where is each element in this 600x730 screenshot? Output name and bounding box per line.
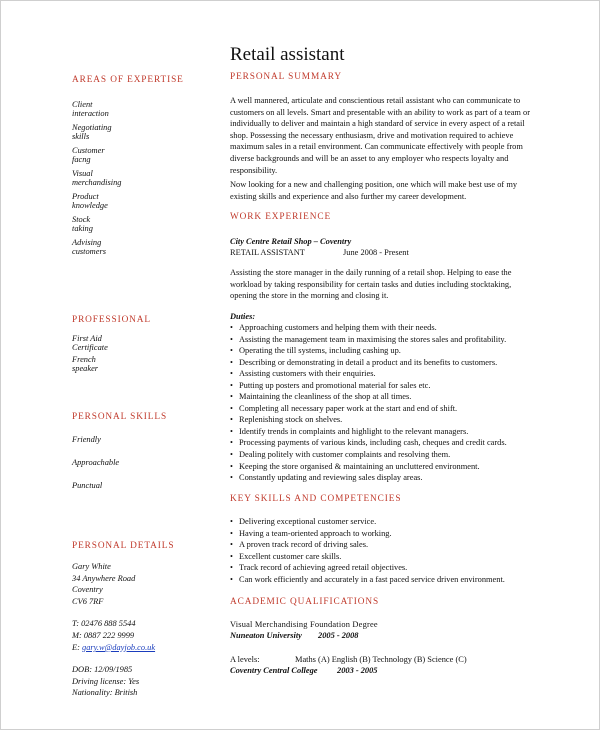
professional-item: First Aid Certificate (72, 334, 108, 352)
duty-item: • Constantly updating and reviewing sales display areas. (230, 472, 507, 484)
duties-list (230, 322, 507, 484)
email-row (72, 642, 155, 654)
college-name: Coventry Central College (230, 666, 318, 675)
phone-number: T: 02476 888 5544 (72, 619, 136, 629)
mobile-number: M: 0887 222 9999 (72, 630, 135, 640)
expertise-item: Product knowledge (72, 192, 108, 210)
professional-item: French speaker (72, 355, 99, 373)
address-line: 34 Anywhere Road (72, 573, 136, 583)
expertise-item: Client interaction (72, 100, 109, 118)
address-postcode: CV6 7RF (72, 596, 104, 606)
address-city: Coventry (72, 585, 103, 595)
key-skills-heading: KEY SKILLS AND COMPETENCIES (230, 494, 402, 504)
academic-heading: ACADEMIC QUALIFICATIONS (230, 597, 380, 607)
university-years: 2005 - 2008 (318, 631, 359, 640)
personal-skill-item: Punctual (72, 481, 103, 490)
alevels-grades: Maths (A) English (B) Technology (B) Science (C) (295, 655, 467, 664)
email-link[interactable]: gary.w@dayjob.co.uk (82, 642, 156, 652)
expertise-heading: AREAS OF EXPERTISE (72, 75, 184, 85)
work-experience-heading: WORK EXPERIENCE (230, 212, 332, 222)
degree-name: Visual Merchandising Foundation Degree (230, 620, 378, 629)
professional-heading: PROFESSIONAL (72, 315, 151, 325)
key-skill-item: • A proven track record of driving sales. (230, 539, 505, 551)
alevels-label: A levels: (230, 655, 260, 664)
college-years: 2003 - 2005 (337, 666, 378, 675)
personal-skill-item: Friendly (72, 435, 101, 444)
personal-details (72, 561, 155, 699)
expertise-item: Visual merchandising (72, 169, 122, 187)
key-skill-item: • Track record of achieving agreed retail objectives. (230, 562, 505, 574)
expertise-item: Negotiating skills (72, 123, 112, 141)
expertise-item: Customer facng (72, 146, 105, 164)
duty-item: • Assisting the management team in maximising the stores sales and profitability. (230, 334, 507, 346)
job-dates: June 2008 - Present (343, 248, 409, 257)
duty-item: • Keeping the store organised & maintaining an uncluttered environment. (230, 461, 507, 473)
summary-heading: PERSONAL SUMMARY (230, 72, 342, 82)
contact-name: Gary White (72, 562, 111, 571)
personal-skill-item: Approachable (72, 458, 120, 467)
key-skill-item: • Having a team-oriented approach to working. (230, 528, 505, 540)
personal-details-heading: PERSONAL DETAILS (72, 541, 175, 551)
key-skill-item: • Delivering exceptional customer service. (230, 516, 505, 528)
key-skill-item: • Can work efficiently and accurately in a fast paced service driven environment. (230, 574, 505, 586)
duty-item: • Describing or demonstrating in detail a product and its benefits to customers. (230, 357, 507, 369)
duty-item: • Putting up posters and promotional material for sales etc. (230, 380, 507, 392)
duty-item: • Approaching customers and helping them with their needs. (230, 322, 507, 334)
university-name: Nuneaton University (230, 631, 302, 640)
summary-paragraph-2: Now looking for a new and challenging position, one which will make best use of my existing skills and experience and also further my career development. (230, 180, 518, 201)
key-skill-item: • Excellent customer care skills. (230, 551, 505, 563)
job-description: Assisting the store manager in the daily running of a retail shop. Helping to ease the workload by taking responsibility for certain tasks and duties including stocktaking, opening the store in the morning and closing it. (230, 268, 512, 301)
duty-item: • Completing all necessary paper work at the start and end of shift. (230, 403, 507, 415)
nationality: Nationality: British (72, 688, 138, 698)
resume-title: Retail assistant (230, 44, 345, 65)
date-of-birth: DOB: 12/09/1985 (72, 665, 133, 675)
duty-item: • Replenishing stock on shelves. (230, 414, 507, 426)
employer-name: City Centre Retail Shop – Coventry (230, 237, 352, 246)
duty-item: • Processing payments of various kinds, including cash, cheques and credit cards. (230, 437, 507, 449)
driving-license: Driving license: Yes (72, 676, 140, 686)
duty-item: • Operating the till systems, including cashing up. (230, 345, 507, 357)
expertise-item: Stock taking (72, 215, 93, 233)
summary-paragraph: A well mannered, articulate and conscientious retail assistant who can communicate to customers on all levels. Smart and presentable with an ability to work as part of a team or individually to deliver and maintain a high standard of service in every aspect of a retail shop. Possessing the necessary enthusiasm, drive and motivation required to achieve maximum sales in a retail environment. Can communicate effectively with people from diverse backgrounds and will be an asset to any employer who respects loyalty and responsibility. (230, 96, 531, 175)
email-label: E: (72, 642, 82, 652)
key-skills-list (230, 516, 505, 585)
duties-label: Duties: (230, 312, 256, 321)
expertise-item: Advising customers (72, 238, 106, 256)
duty-item: • Maintaining the cleanliness of the shop at all times. (230, 391, 507, 403)
job-title: RETAIL ASSISTANT (230, 248, 305, 257)
duty-item: • Identify trends in complaints and highlight to the relevant managers. (230, 426, 507, 438)
duty-item: • Dealing politely with customer complaints and resolving them. (230, 449, 507, 461)
personal-skills-heading: PERSONAL SKILLS (72, 412, 168, 422)
duty-item: • Assisting customers with their enquiries. (230, 368, 507, 380)
